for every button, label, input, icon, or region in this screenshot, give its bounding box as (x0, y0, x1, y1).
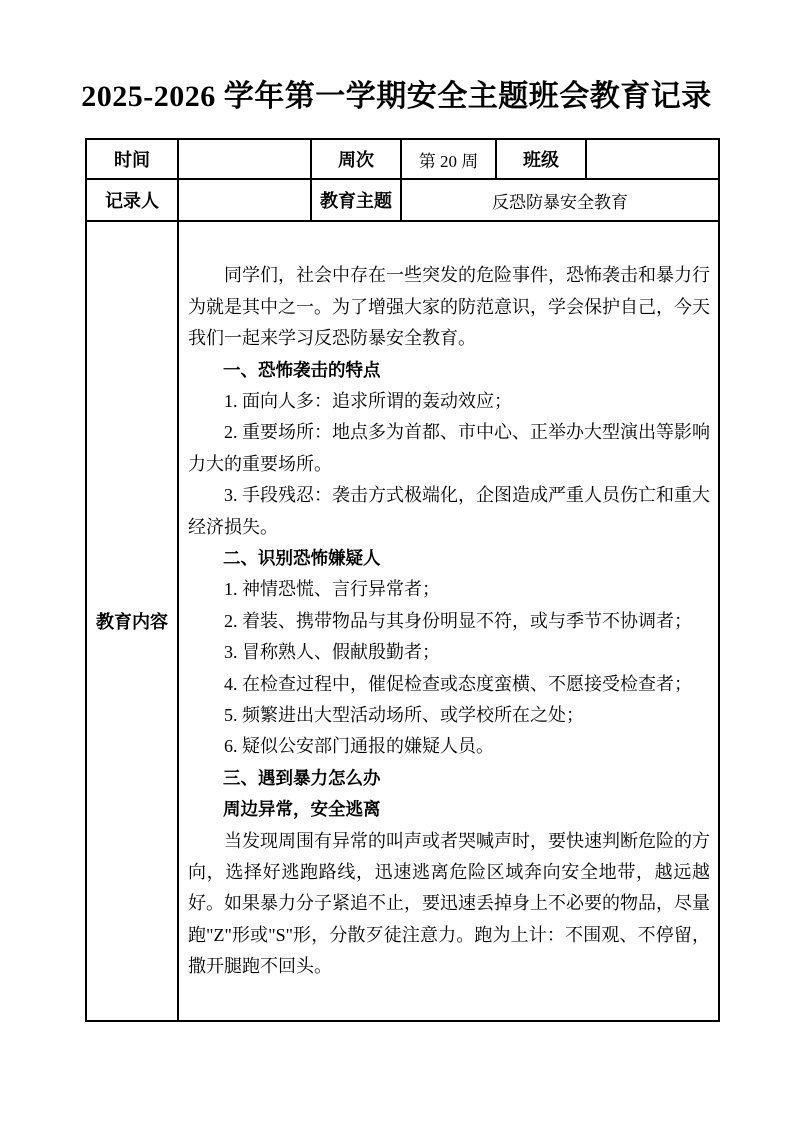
content-paragraph: 当发现周围有异常的叫声或者哭喊声时，要快速判断危险的方向，选择好逃跑路线，迅速逃离危险区域奔向安全地带，越远越好。如果暴力分子紧追不止，要迅速丢掉身上不必要的物品，尽量跑"Z"形或"S"形，分散歹徒注意力。跑为上计：不围观、不停留，撒开腿跑不回头。 (188, 830, 710, 977)
content-heading: 三、遇到暴力怎么办 (223, 767, 381, 788)
record-table (85, 138, 720, 1022)
content-paragraph: 2. 重要场所：地点多为首都、市中心、正举办大型演出等影响力大的重要场所。 (188, 422, 710, 474)
time-label: 时间 (86, 139, 178, 179)
table-row-content (86, 221, 719, 1021)
content-paragraph: 1. 面向人多：追求所谓的轰动效应； (224, 390, 512, 411)
table-row-header-2 (86, 179, 719, 221)
content-paragraph: 5. 频繁进出大型活动场所、或学校所在之处； (224, 705, 584, 726)
content-paragraph: 3. 手段残忍：袭击方式极端化，企图造成严重人员伤亡和重大经济损失。 (188, 485, 710, 537)
week-value-cell: 第 20 周 (401, 139, 496, 179)
recorder-label: 记录人 (86, 179, 178, 221)
content-heading: 周边异常，安全逃离 (223, 799, 381, 820)
education-content-label: 教育内容 (86, 221, 178, 1021)
content-paragraph: 3. 冒称熟人、假献殷勤者； (224, 642, 440, 663)
week-label: 周次 (311, 139, 401, 179)
theme-label: 教育主题 (311, 179, 401, 221)
content-heading: 一、恐怖袭击的特点 (223, 359, 381, 380)
page-title: 2025-2026 学年第一学期安全主题班会教育记录 (81, 80, 712, 113)
theme-value-cell: 反恐防暴安全教育 (401, 179, 719, 221)
table-row-header-1 (86, 139, 719, 179)
time-value-cell[interactable] (178, 139, 311, 179)
class-value-cell[interactable] (586, 139, 719, 179)
content-paragraph: 2. 着装、携带物品与其身份明显不符，或与季节不协调者； (224, 610, 692, 631)
content-paragraph: 6. 疑似公安部门通报的嫌疑人员。 (224, 736, 494, 757)
education-content-cell (178, 221, 719, 1021)
recorder-value-cell[interactable] (178, 179, 311, 221)
content-paragraph: 同学们，社会中存在一些突发的危险事件，恐怖袭击和暴力行为就是其中之一。为了增强大家的防范意识，学会保护自己，今天我们一起来学习反恐防暴安全教育。 (188, 265, 710, 349)
content-paragraph: 1. 神情恐慌、言行异常者； (224, 579, 440, 600)
content-heading: 二、识别恐怖嫌疑人 (223, 547, 381, 568)
content-paragraph: 4. 在检查过程中，催促检查或态度蛮横、不愿接受检查者； (224, 673, 692, 694)
class-label: 班级 (496, 139, 586, 179)
education-content-text (188, 260, 710, 982)
